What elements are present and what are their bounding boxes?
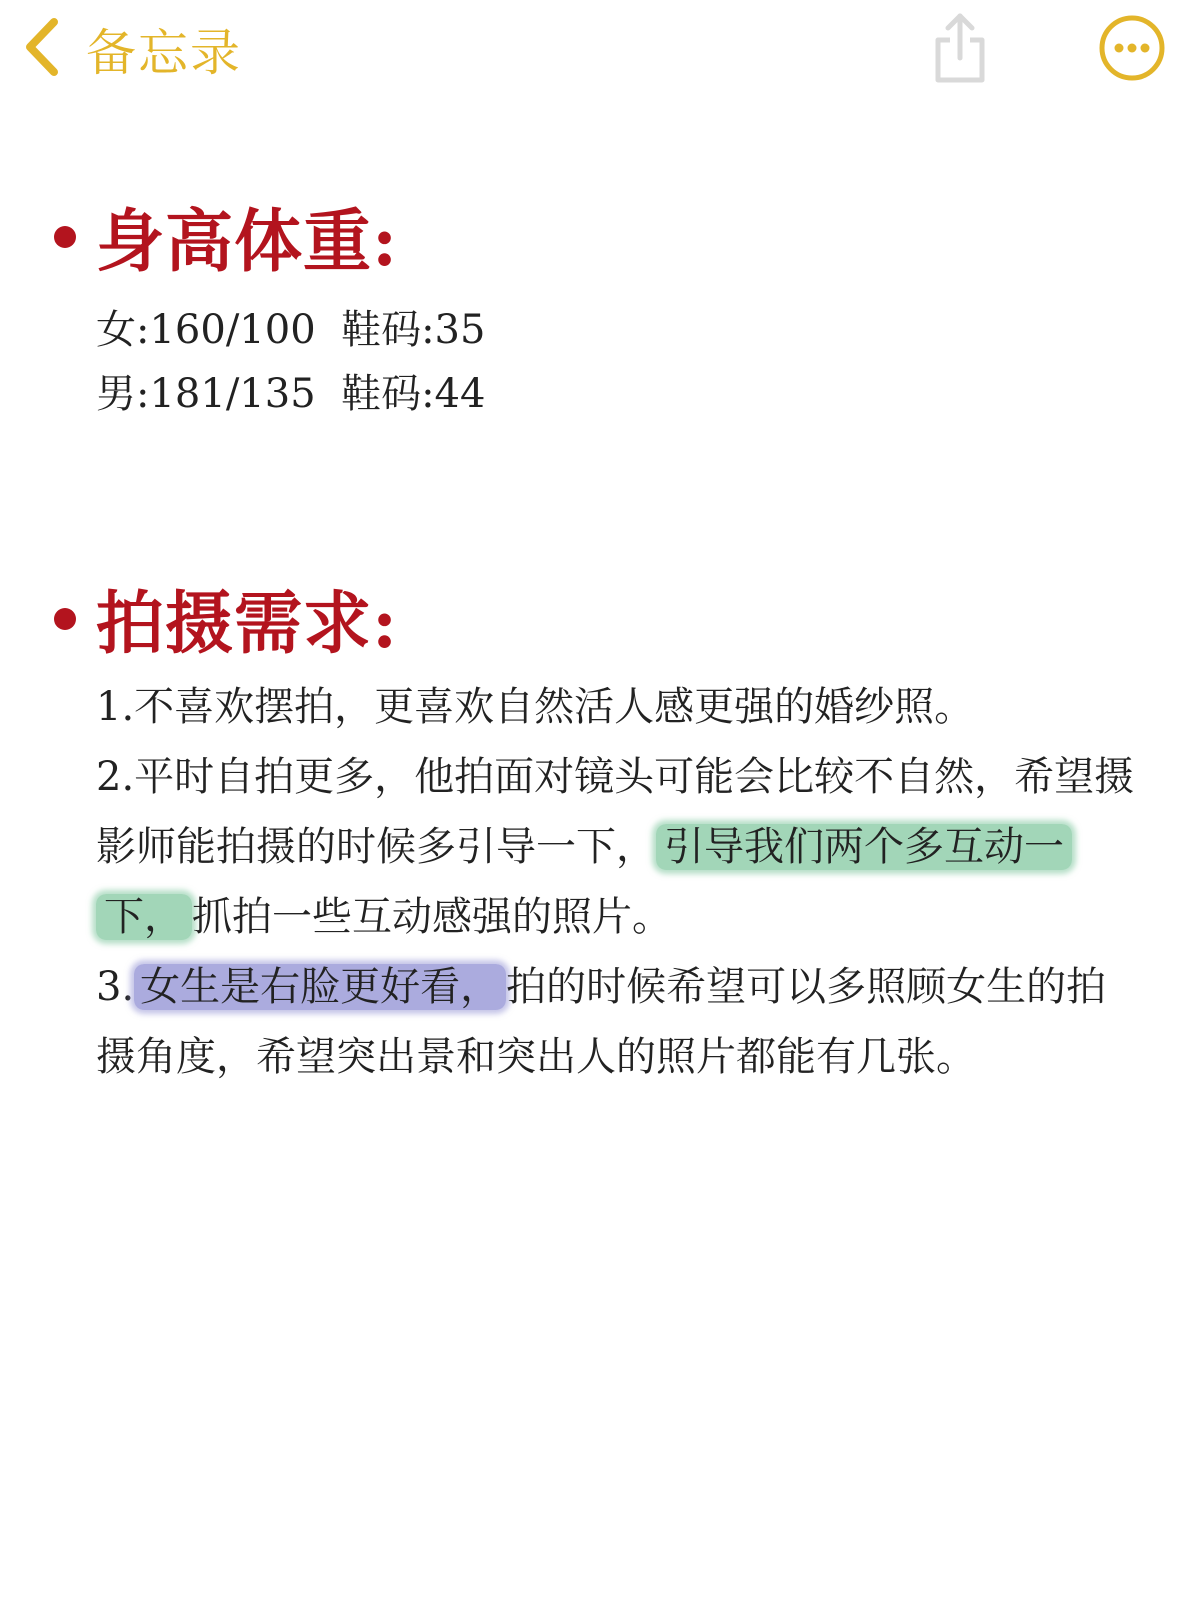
more-icon	[1098, 14, 1166, 82]
share-icon	[928, 10, 992, 86]
requirement-text: 抓拍一些互动感强的照片。	[192, 894, 672, 940]
female-stats: 女:160/100 鞋码:35	[96, 307, 486, 353]
requirement-item-2	[96, 742, 1136, 952]
back-label: 备忘录	[86, 24, 242, 82]
male-stats: 男:181/135 鞋码:44	[96, 371, 486, 417]
chevron-left-icon	[22, 16, 62, 82]
requirement-text: 1.不喜欢摆拍，更喜欢自然活人感更强的婚纱照。	[96, 684, 975, 730]
back-button[interactable]	[22, 14, 242, 84]
more-button[interactable]	[1098, 14, 1166, 82]
section-heading-height-weight	[54, 188, 398, 285]
nav-bar	[0, 0, 1200, 110]
requirement-text: 3.	[96, 964, 135, 1010]
highlight-purple: 女生是右脸更好看，	[134, 964, 506, 1010]
height-weight-list	[96, 298, 485, 426]
requirement-text: 拍的时候希望可以多照顾女生的拍摄角度，希望突出景和突出人的照片都能有几张。	[96, 964, 1107, 1080]
requirement-text: 2.平时自拍更多，他拍面对镜头可能会比较不自然，希望摄影师能拍摄的时候多引导一下，	[96, 754, 1135, 870]
section-title: 拍摄需求:	[96, 584, 399, 664]
bullet-icon	[54, 226, 76, 248]
section-heading-requirements	[54, 570, 398, 667]
share-button[interactable]	[928, 10, 992, 86]
section-title: 身高体重:	[96, 202, 399, 282]
highlight-green: 引导我们两个多互动一下，	[96, 824, 1072, 940]
bullet-icon	[54, 608, 76, 630]
requirement-item-1	[96, 672, 1136, 742]
requirements-list	[96, 672, 1136, 1092]
requirement-item-3	[96, 952, 1136, 1092]
